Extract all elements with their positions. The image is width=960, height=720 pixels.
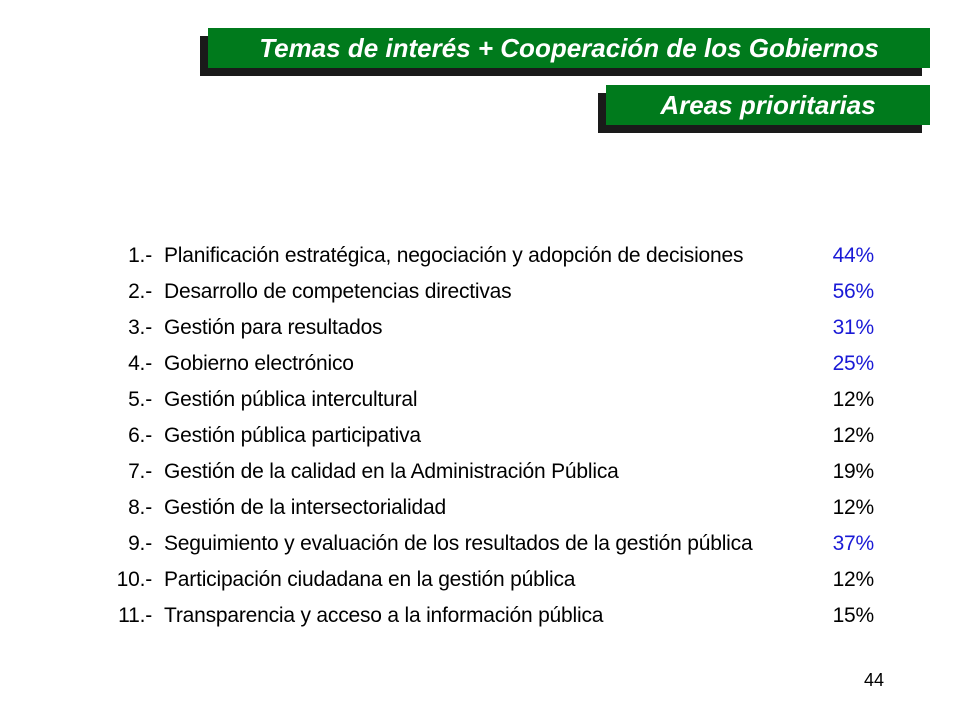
item-label: Gestión para resultados xyxy=(164,316,383,339)
item-percentage: 12% xyxy=(832,568,874,591)
item-label: Gestión de la intersectorialidad xyxy=(164,496,446,519)
page-title: Temas de interés + Cooperación de los Gobiernos xyxy=(259,32,879,63)
item-percentage: 19% xyxy=(832,460,874,483)
item-percentage: 15% xyxy=(832,604,874,627)
item-number: 10.- xyxy=(116,568,152,591)
item-number: 8.- xyxy=(128,496,152,519)
list-item xyxy=(100,562,880,598)
item-number: 11.- xyxy=(118,604,152,627)
list-item xyxy=(100,346,880,382)
page-number: 44 xyxy=(864,670,885,690)
item-percentage: 56% xyxy=(832,280,874,303)
item-percentage: 25% xyxy=(832,352,874,375)
item-label: Planificación estratégica, negociación y adopción de decisiones xyxy=(164,244,744,267)
title-banner xyxy=(208,28,930,68)
item-percentage: 12% xyxy=(832,424,874,447)
item-number: 9.- xyxy=(128,532,152,555)
item-label: Seguimiento y evaluación de los resultados de la gestión pública xyxy=(164,532,753,555)
item-number: 7.- xyxy=(128,460,152,483)
item-label: Desarrollo de competencias directivas xyxy=(164,280,512,303)
item-number: 5.- xyxy=(128,388,152,411)
item-number: 1.- xyxy=(128,244,152,267)
priority-areas-list xyxy=(100,238,880,634)
list-item xyxy=(100,382,880,418)
list-item xyxy=(100,454,880,490)
subtitle-banner xyxy=(606,85,930,125)
list-item xyxy=(100,526,880,562)
list-item xyxy=(100,238,880,274)
item-percentage: 37% xyxy=(832,532,874,555)
list-item xyxy=(100,274,880,310)
list-item xyxy=(100,490,880,526)
item-percentage: 44% xyxy=(832,244,874,267)
item-percentage: 31% xyxy=(832,316,874,339)
item-label: Participación ciudadana en la gestión pública xyxy=(164,568,576,591)
item-percentage: 12% xyxy=(832,388,874,411)
item-percentage: 12% xyxy=(832,496,874,519)
page-subtitle: Areas prioritarias xyxy=(660,89,876,120)
list-item xyxy=(100,418,880,454)
item-label: Gestión de la calidad en la Administración Pública xyxy=(164,460,619,483)
item-number: 2.- xyxy=(128,280,152,303)
item-label: Gestión pública participativa xyxy=(164,424,421,447)
list-item xyxy=(100,598,880,634)
item-label: Gestión pública intercultural xyxy=(164,388,418,411)
item-label: Gobierno electrónico xyxy=(164,352,354,375)
item-number: 3.- xyxy=(128,316,152,339)
item-label: Transparencia y acceso a la información pública xyxy=(164,604,604,627)
item-number: 6.- xyxy=(128,424,152,447)
list-item xyxy=(100,310,880,346)
item-number: 4.- xyxy=(128,352,152,375)
